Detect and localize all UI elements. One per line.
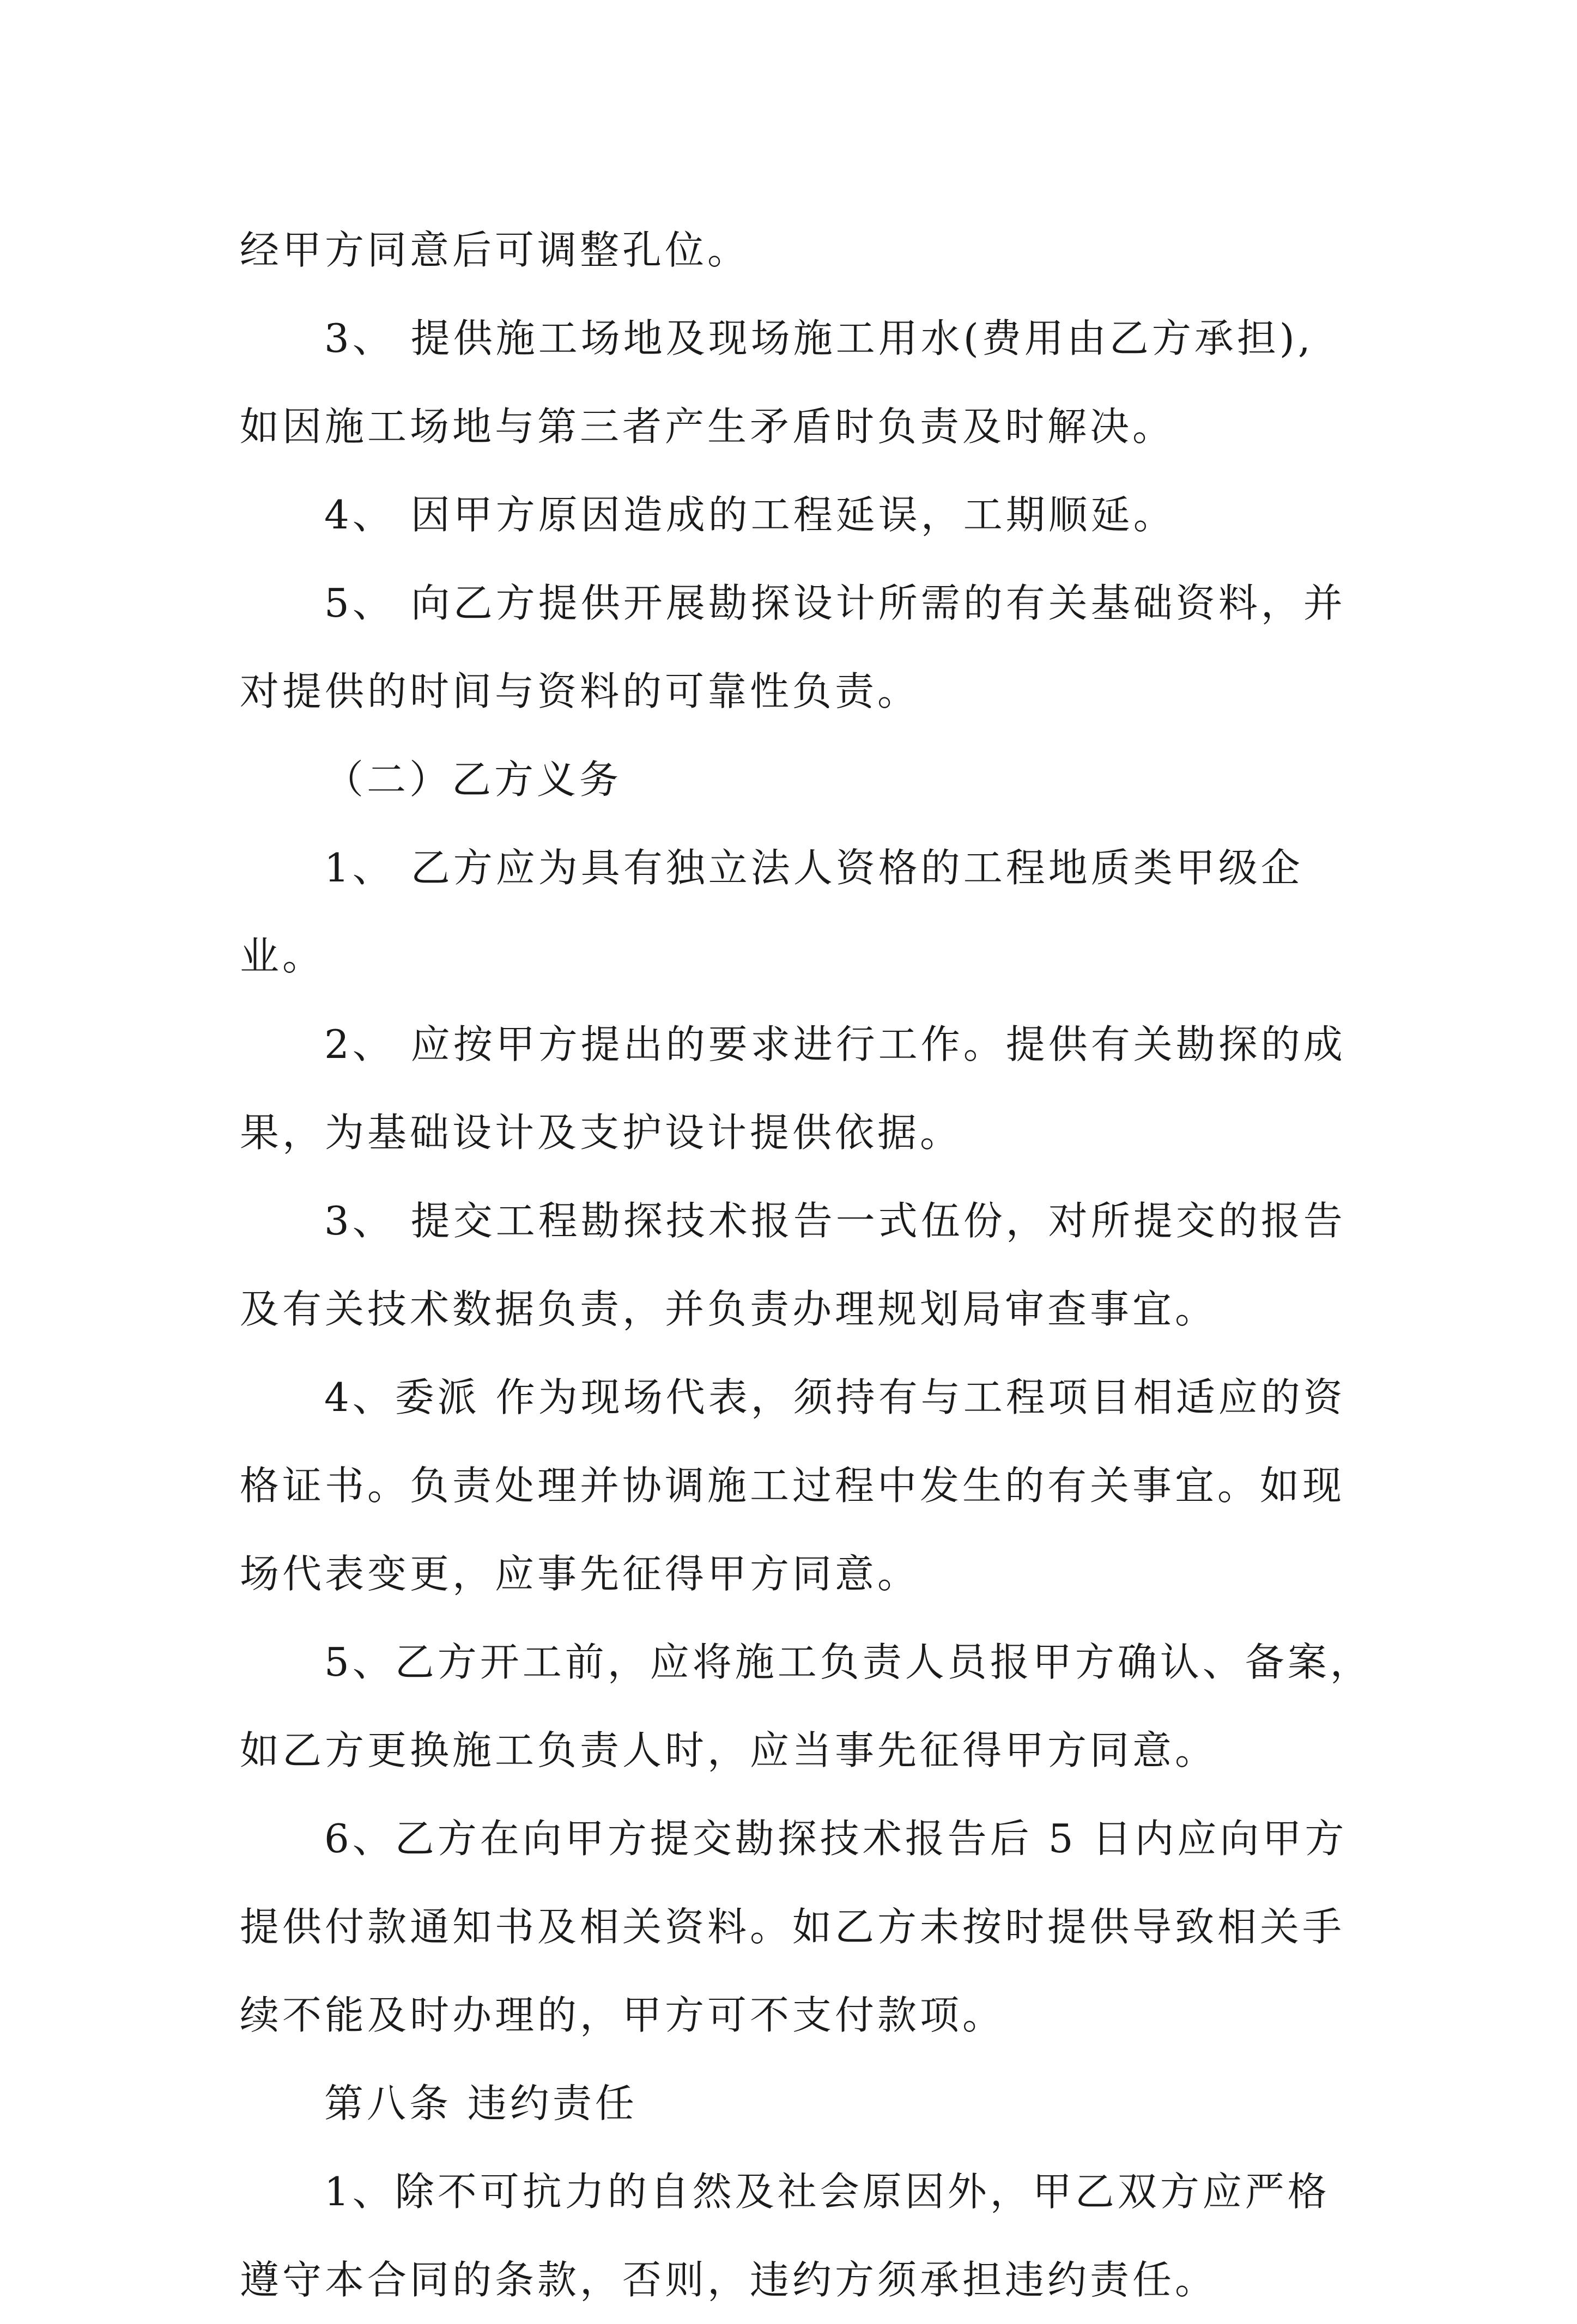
text-line: 4、 因甲方原因造成的工程延误，工期顺延。 <box>324 492 1176 538</box>
text-line: 3、 提交工程勘探技术报告一式伍份，对所提交的报告 <box>324 1198 1346 1244</box>
text-line: 如乙方更换施工负责人时，应当事先征得甲方同意。 <box>240 1727 1218 1773</box>
text-line: 业。 <box>240 933 325 979</box>
text-line: 遵守本合同的条款，否则，违约方须承担违约责任。 <box>240 2257 1218 2303</box>
text-line: 格证书。负责处理并协调施工过程中发生的有关事宜。如现 <box>240 1463 1345 1508</box>
text-line: 经甲方同意后可调整孔位。 <box>240 227 750 273</box>
text-line: 4、委派 作为现场代表，须持有与工程项目相适应的资 <box>324 1374 1346 1420</box>
text-line: 续不能及时办理的，甲方可不支付款项。 <box>240 1992 1005 2038</box>
text-line: 5、乙方开工前，应将施工负责人员报甲方确认、备案， <box>324 1639 1373 1685</box>
section-heading: （二）乙方义务 <box>324 757 622 802</box>
text-line: 6、乙方在向甲方提交勘探技术报告后 5 日内应向甲方 <box>324 1816 1348 1861</box>
text-line: 对提供的时间与资料的可靠性负责。 <box>240 668 920 714</box>
text-line: 及有关技术数据负责，并负责办理规划局审查事宜。 <box>240 1286 1218 1332</box>
text-line: 提供付款通知书及相关资料。如乙方未按时提供导致相关手 <box>240 1904 1345 1950</box>
text-line: 2、 应按甲方提出的要求进行工作。提供有关勘探的成 <box>324 1021 1346 1067</box>
document-body <box>240 206 1373 2324</box>
text-line: 场代表变更，应事先征得甲方同意。 <box>240 1551 920 1597</box>
text-line: 果，为基础设计及支护设计提供依据。 <box>240 1110 963 1155</box>
text-line: 如因施工场地与第三者产生矛盾时负责及时解决。 <box>240 404 1175 449</box>
text-line: 3、 提供施工场地及现场施工用水(费用由乙方承担), <box>324 315 1314 361</box>
text-line: 1、 乙方应为具有独立法人资格的工程地质类甲级企 <box>324 845 1303 891</box>
article-heading: 第八条 违约责任 <box>324 2080 638 2126</box>
text-line: 1、除不可抗力的自然及社会原因外，甲乙双方应严格 <box>324 2169 1330 2215</box>
text-line: 5、 向乙方提供开展勘探设计所需的有关基础资料，并 <box>324 580 1346 626</box>
